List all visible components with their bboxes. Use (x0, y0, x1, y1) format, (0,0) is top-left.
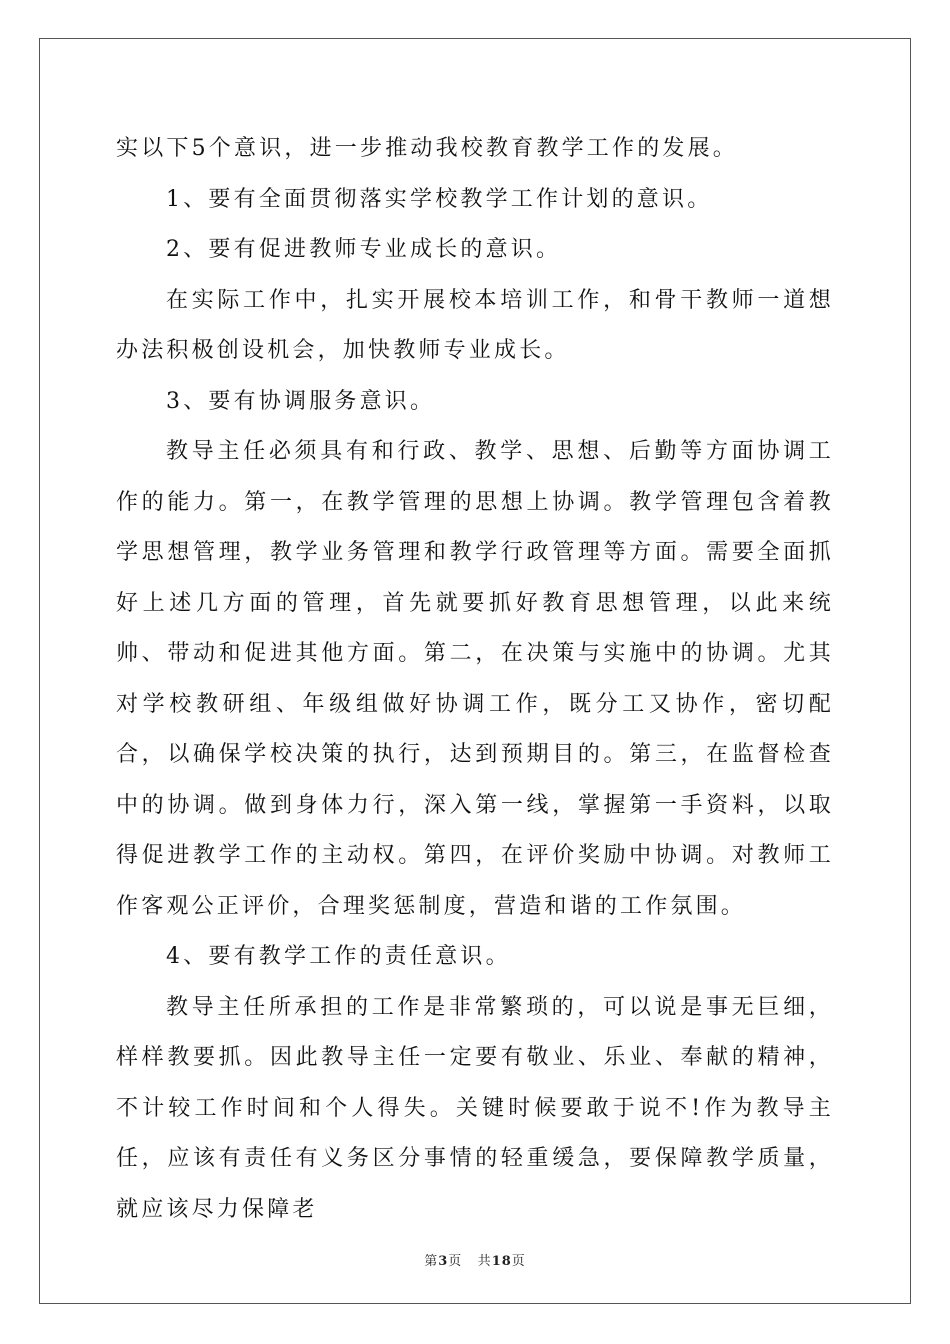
paragraph-7: 4、要有教学工作的责任意识。 (166, 944, 511, 969)
footer-current-page: 3 (438, 1254, 449, 1269)
paragraph-6: 教导主任必须具有和行政、教学、思想、后勤等方面协调工作的能力。第一，在教学管理的思想上协调。教学管理包含着教学思想管理，教学业务管理和教学行政管理等方面。需要全面抓好上述几方面的管理，首先就要抓好教育思想管理，以此来统帅、带动和促进其他方面。第二，在决策与实施中的协调。尤其对学校教研组、年级组做好协调工作，既分工又协作，密切配合，以确保学校决策的执行，达到预期目的。第三，在监督检查中的协调。做到身体力行，深入第一线，掌握第一手资料，以取得促进教学工作的主动权。第四，在评价奖励中协调。对教师工作客观公正评价，合理奖惩制度，营造和谐的工作氛围。 (116, 439, 834, 919)
footer-page-label: 页 (448, 1254, 463, 1269)
footer-total-label: 页 (511, 1254, 526, 1269)
footer-total-prefix: 共 (477, 1254, 492, 1269)
footer-prefix: 第 (424, 1254, 439, 1269)
footer-total-pages: 18 (491, 1254, 512, 1269)
paragraph-8: 教导主任所承担的工作是非常繁琐的，可以说是事无巨细，样样教要抓。因此教导主任一定要有敬业、乐业、奉献的精神，不计较工作时间和个人得失。关键时候要敢于说不!作为教导主任，应该有责任有义务区分事情的轻重缓急，要保障教学质量，就应该尽力保障老 (116, 994, 834, 1222)
paragraph-5: 3、要有协调服务意识。 (166, 388, 436, 414)
document-body (116, 124, 834, 1235)
paragraph-4: 在实际工作中，扎实开展校本培训工作，和骨干教师一道想办法积极创设机会，加快教师专业成长。 (116, 287, 834, 363)
paragraph-3: 2、要有促进教师专业成长的意识。 (166, 237, 562, 262)
paragraph-2: 1、要有全面贯彻落实学校教学工作计划的意识。 (166, 186, 713, 212)
page-footer (0, 1250, 950, 1269)
paragraph-1: 实以下5个意识，进一步推动我校教育教学工作的发展。 (116, 136, 738, 161)
